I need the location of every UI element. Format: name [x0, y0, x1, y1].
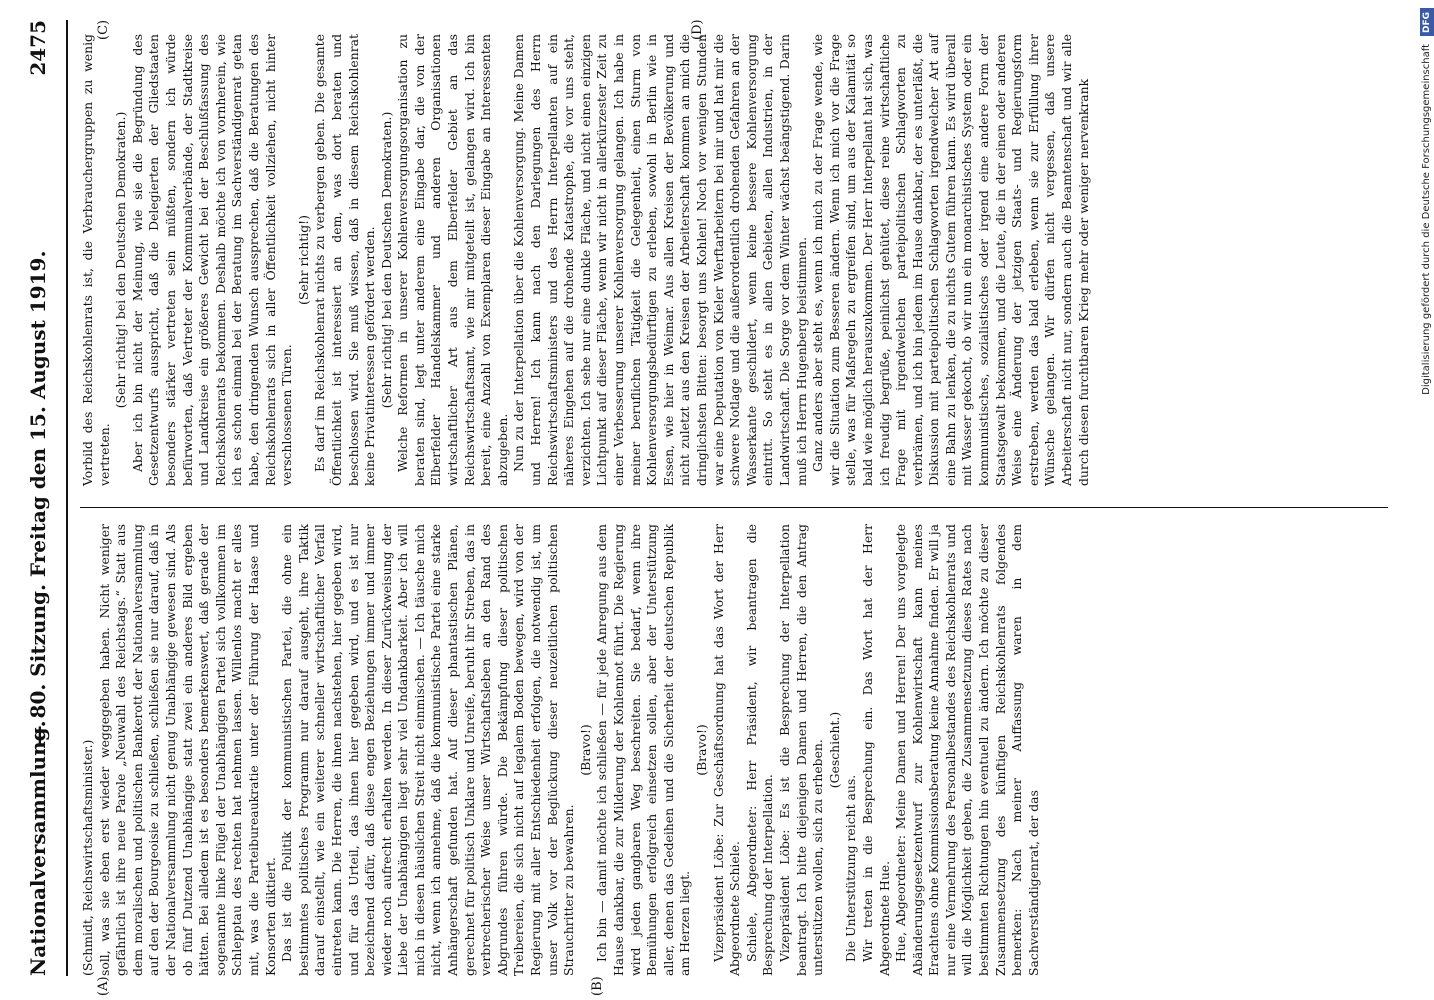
paragraph: Nun zu der Interpellation über die Kohlenversorgung. Meine Damen und Herren! Ich kann nach den Darlegungen des Herrn Reichswirtschaftsministers und des Herrn Interpellanten auf ein näheres Eingehen auf die drohende Katastrophe, die vor uns steht, verzichten. Ich sehe nur eine dunkle Fläche, und nicht einen einzigen Lichtpunkt auf dieser Fläche, wenn wir nicht in allerkürzester Zeit zu einer Verbesserung unserer Kohlenversorgung gelangen. Ich habe in meiner beruflichen Tätigkeit die Gelegenheit, einen Sturm von Kohlenversorgungsbedürftigen zu erleben, sowohl in Berlin wie in Essen, wie hier in Weimar. Aus allen Kreisen der Bevölkerung und nicht zuletzt aus den Kreisen der Arbeiterschaft kommen an mich die dringlichsten Bitten: besorgt uns Kohlen! Noch vor wenigen Stunden war eine Deputation von Kieler Werftarbeitern bei mir und hat mir die schwere Notlage und die außerordentlich drohenden Gefahren an der Wasserkante geschildert, wenn keine bessere Kohlenversorgung eintritt. So steht es in allen Gebieten, allen Industrien, in der Landwirtschaft. Die Sorge vor dem Winter wächst beängstigend. Darin muß ich Herrn Hugenberg beistimmen. [511, 34, 809, 486]
paragraph: Wir treten in die Besprechung ein. Das Wort hat der Herr Abgeordnete Hue. [859, 524, 892, 976]
interjection: (Sehr richtig! bei den Deutschen Demokraten.) [113, 111, 129, 409]
paragraph: Es darf im Reichskohlenrat nichts zu verbergen geben. Die gesamte Öffentlichkeit ist interessiert an dem, was dort beraten und beschlossen wird. Sie muß wissen, daß in diesem Reichskohlenrat keine Privatinteressen gefördert werden. [312, 34, 378, 486]
digitization-sidebar [1420, 0, 1434, 1000]
paragraph: Schiele, Abgeordneter: Herr Präsident, wir beantragen die Besprechung der Interpellation. [743, 524, 776, 976]
speaker-tag: (Schmidt, Reichswirtschaftsminister.) [80, 739, 95, 976]
paragraph: Ganz anders aber steht es, wenn ich mich zu der Frage wende, wie wir die Situation zum Besseren ändern. Wenn ich mich vor die Frage stelle, was für Maßregeln zu ergreifen sind, um aus der Kalamität so bald wie möglich herauszukommen. Der Herr Interpellant hat sich, was ich freudig begrüße, peinlichst gehütet, diese reine wirtschaftliche Frage mit irgendwelchen parteipolitischen Schlagworten zu verbrämen, und ich bin jedem im Hause dankbar, der es unterläßt, die Diskussion mit parteipolitischen Schlagworten irgendwelcher Art auf eine Bahn zu lenken, die zu nichts Gutem führen kann. Es wird überall mit Wasser gekocht, ob wir nun ein monarchistisches System oder ein kommunistisches, sozialistisches oder irgend eine andere Form der Staatsgewalt bekommen, und die Leute, die in der einen oder anderen Weise eine Änderung der jetzigen Staats- und Regierungsform erstreben, werden das bald erleben, wenn sie zur Erfüllung ihrer Wünsche gelangen. Wir dürfen nicht vergessen, daß unsere Arbeiterschaft nicht nur, sondern auch die Beamtenschaft und wir alle durch diesen furchtbaren Krieg mehr oder weniger nervenkrank [810, 34, 1091, 486]
page-number: 2475 [26, 20, 50, 76]
margin-mark-d: (D) [690, 19, 705, 40]
interjection: (Bravo!) [577, 724, 593, 776]
paragraph: Hue, Abgeordneter: Meine Damen und Herren! Der uns vorgelegte Abänderungsgesetzentwurf zur Kohlenwirtschaft kann meines Erachtens ohne Kommissionsberatung keine Annahme finden. Er will ja nur eine Vermehrung des Personalbestandes des Reichskohlenrats und will die Möglichkeit geben, die Zusammensetzung dieses Rates nach bestimmten Richtungen hin eventuell zu ändern. Ich möchte zu dieser Zusammensetzung des künftigen Reichskohlenrats folgendes bemerken: Nach meiner Auffassung waren in dem Sachverständigenrat, der das [893, 524, 1041, 976]
interjection: (Sehr richtig! bei den Deutschen Demokraten.) [378, 111, 394, 409]
paragraph: Vorbild des Reichskohlenrats ist, die Verbrauchergruppen zu wenig vertreten. [80, 34, 112, 486]
paragraph: Die Unterstützung reicht aus. [843, 774, 859, 962]
left-column [80, 524, 1042, 976]
paragraph: Vizepräsident Löbe: Zur Geschäftsordnung hat das Wort der Herr Abgeordnete Schiele. [710, 524, 743, 976]
paragraph: Das ist die Politik der kommunistischen Partei, die ohne ein bestimmtes politisches Programm nur darauf ausgeht, ihre Taktik darauf einstellt, wie ein weiterer schneller wirtschaftlicher Verfall eintreten kann. Die Herren, die ihnen nachstehen, hier gegeben wird, und für das Urteil, das ihnen hier gegeben wird, und es ist nur bezeichnend dafür, daß diese engen Beziehungen immer und immer wieder noch aufrecht erhalten werden. In dieser Zurückweisung der Liebe der Unabhängigen liegt sehr viel Undankbarkeit. Aber ich will mich in diesen häuslichen Streit nicht einmischen. — Ich täusche mich nicht, wenn ich annehme, daß die kommunistische Partei eine starke Anhängerschaft gefunden hat. Auf dieser phantastischen Plänen, gerechnet für politisch Unklare und Unreife, beruht ihr Streben, das in verbrecherischer Weise unser Wirtschaftsleben an den Rand des Abgrundes führen würde. Die Bekämpfung dieser politischen Treibereien, die sich nicht auf legalem Boden bewegen, wird von der Regierung mit aller Entschiedenheit erfolgen, die notwendig ist, um unser Volk vor der Beglückung dieser neuzeitlichen politischen Strauchritter zu bewahren. [279, 524, 577, 976]
margin-mark-a: (A) [96, 976, 111, 996]
column-divider [80, 507, 1388, 508]
paragraph: Vizepräsident Löbe: Es ist die Besprechung der Interpellation beantragt. Ich bitte diejenigen Damen und Herren, die den Antrag unterstützen wollen, sich zu erheben. [776, 524, 826, 976]
page-header [10, 20, 62, 976]
dfg-logo: DFG [1420, 8, 1434, 36]
digitization-credit: Digitalisierung gefördert durch die Deutsche Forschungsgemeinschaft [1421, 44, 1432, 395]
right-column [80, 34, 1092, 486]
paragraph: Welche Reformen in unserer Kohlenversorgungsorganisation zu beraten sind, legt unter anderem eine Eingabe dar, die von der Elberfelder Handelskammer und anderen Organisationen wirtschaftlicher Art aus dem Elberfelder Gebiet an das Reichswirtschaftsamt, wie mir mitgeteilt ist, gelangen wird. Ich bin bereit, eine Anzahl von Exemplaren dieser Eingabe an Interessenten abzugeben. [395, 34, 510, 486]
interjection: (Bravo!) [693, 724, 709, 776]
interjection: (Sehr richtig!) [295, 215, 311, 305]
header-left: Nationalversammlung. [26, 720, 50, 976]
paragraph: soll, was sie eben erst wieder weggegeben haben. Nicht weniger gefährlich ist ihre neue Parole „Neuwahl des Reichstags.“ Statt aus dem moralischen und politischen Bankerott der Nationalversammlung auf den der Bourgeoisie zu schließen, schließen sie nur darauf, daß in der Nationalversammlung nicht genug Unabhängige gewesen sind. Als ob fünf Dutzend Unabhängige statt zwei ein anderes Bild ergeben hätten. Bei alledem ist es besonders bemerkenswert, daß gerade der sogenannte linke Flügel der Unabhängigen Partei sich vollkommen im Schlepptau des rechten hat nehmen lassen. Willenlos macht er alles mit, was die Parteibureaukratie unter der Führung der Haase und Konsorten diktiert. [96, 524, 278, 976]
margin-mark-c: (C) [96, 19, 111, 40]
header-center: — 80. Sitzung. Freitag den 15. August 1919. [26, 250, 50, 746]
header-rule [66, 20, 68, 976]
paragraph: Ich bin — damit möchte ich schließen — für jede Anregung aus dem Hause dankbar, die zur Milderung der Kohlennot führt. Die Regierung wird jeden gangbaren Weg beschreiten. Sie bedarf, wenn ihre Bemühungen erfolgreich einsetzen sollen, aber der Unterstützung aller, denen das Gedeihen und die Sicherheit der deutschen Republik am Herzen liegt. [594, 524, 693, 976]
margin-mark-b: (B) [590, 976, 605, 996]
interjection: (Geschieht.) [826, 711, 842, 789]
paragraph: Aber ich bin nicht der Meinung, wie sie die Begründung des Gesetzentwurfs ausspricht, daß die Delegierten der Gliedstaaten besonders stärker vertreten sein müßten, sondern ich würde befürworten, daß Vertreter der Kommunalverbände, der Stadtkreise und Landkreise ein größeres Gewicht bei der Beschlußfassung des Reichskohlenrats bekommen. Deshalb möchte ich von vornherein, wie ich es schon einmal bei der Beratung im Sachverständigenrat getan habe, den dringenden Wunsch aussprechen, daß die Beratungen des Reichskohlenrats sich in aller Öffentlichkeit vollziehen, nicht hinter verschlossenen Türen. [129, 34, 295, 486]
